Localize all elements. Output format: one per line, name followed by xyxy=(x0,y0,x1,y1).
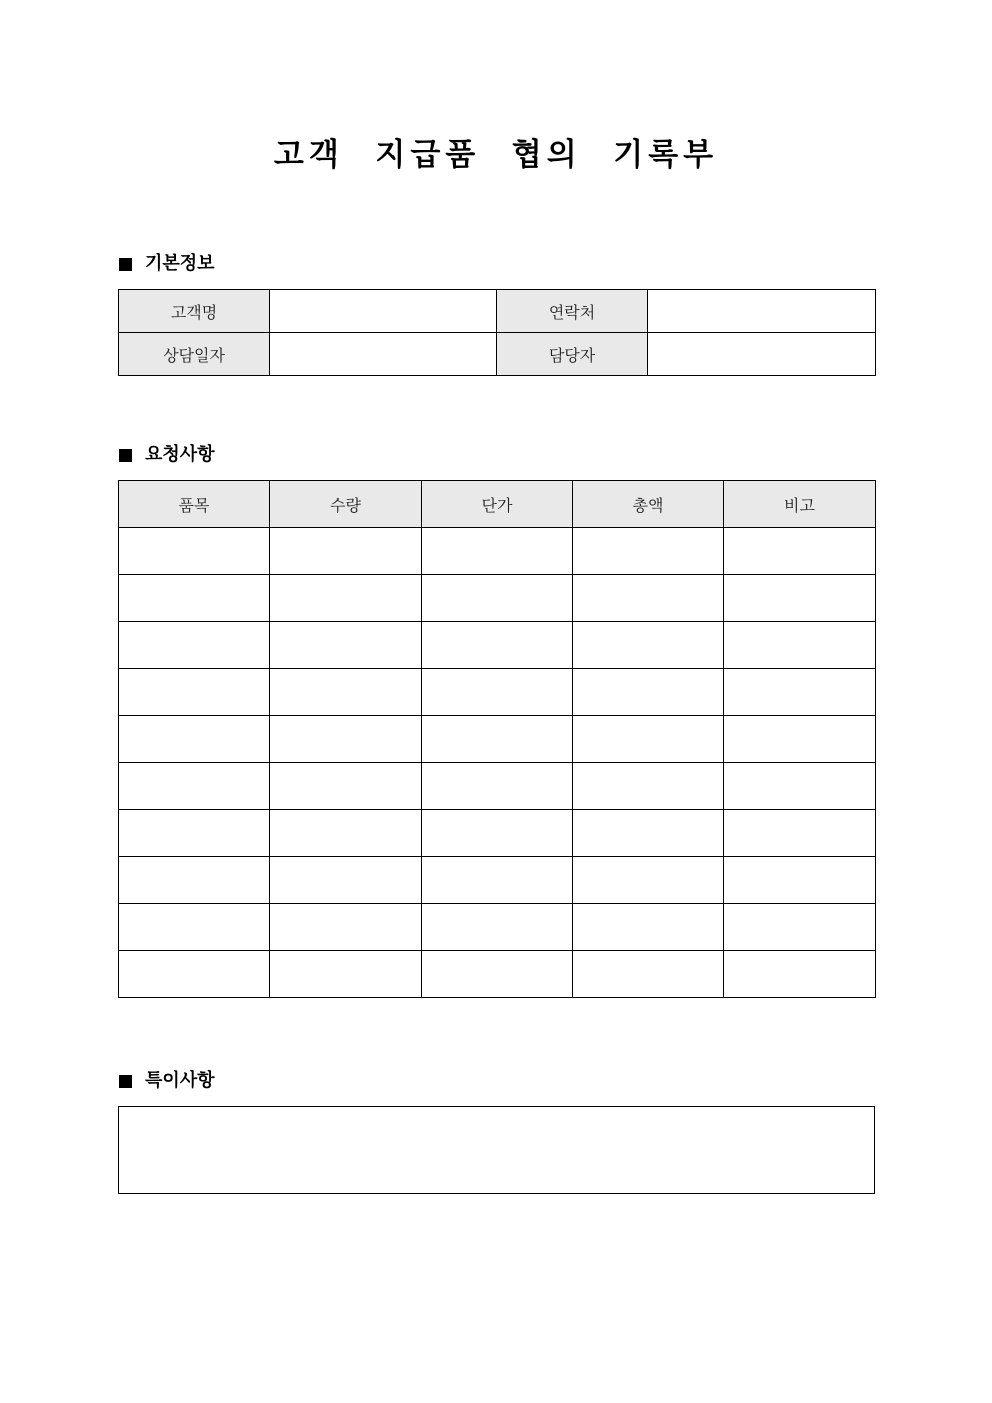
total-cell[interactable] xyxy=(573,810,724,857)
quantity-cell[interactable] xyxy=(270,763,422,810)
total-cell[interactable] xyxy=(573,528,724,575)
unit-price-cell[interactable] xyxy=(422,857,573,904)
requests-heading xyxy=(119,443,215,467)
basic-info-heading-text: 기본정보 xyxy=(145,253,215,274)
table-row xyxy=(119,810,876,857)
quantity-cell[interactable] xyxy=(270,622,422,669)
remarks-cell[interactable] xyxy=(724,904,876,951)
table-row xyxy=(119,669,876,716)
customer-name-field[interactable] xyxy=(270,290,497,333)
total-cell[interactable] xyxy=(573,669,724,716)
remarks-cell[interactable] xyxy=(724,951,876,998)
total-cell[interactable] xyxy=(573,951,724,998)
remarks-cell[interactable] xyxy=(724,763,876,810)
item-cell[interactable] xyxy=(119,716,270,763)
table-row xyxy=(119,528,876,575)
table-row xyxy=(119,290,876,333)
document-title: 고객 지급품 협의 기록부 xyxy=(273,137,719,173)
table-row xyxy=(119,857,876,904)
unit-price-cell[interactable] xyxy=(422,528,573,575)
remarks-cell[interactable] xyxy=(724,575,876,622)
column-header-item: 품목 xyxy=(119,481,270,528)
quantity-cell[interactable] xyxy=(270,904,422,951)
manager-field[interactable] xyxy=(648,333,876,376)
table-row xyxy=(119,622,876,669)
remarks-cell[interactable] xyxy=(724,528,876,575)
item-cell[interactable] xyxy=(119,763,270,810)
unit-price-cell[interactable] xyxy=(422,951,573,998)
notes-heading xyxy=(119,1069,215,1093)
remarks-cell[interactable] xyxy=(724,622,876,669)
consult-date-field[interactable] xyxy=(270,333,497,376)
item-cell[interactable] xyxy=(119,857,270,904)
column-header-total: 총액 xyxy=(573,481,724,528)
square-bullet-icon xyxy=(119,1075,132,1088)
table-row xyxy=(119,904,876,951)
total-cell[interactable] xyxy=(573,716,724,763)
item-cell[interactable] xyxy=(119,951,270,998)
table-row xyxy=(119,951,876,998)
square-bullet-icon xyxy=(119,258,132,271)
remarks-cell[interactable] xyxy=(724,669,876,716)
item-cell[interactable] xyxy=(119,528,270,575)
item-cell[interactable] xyxy=(119,810,270,857)
notes-field[interactable] xyxy=(118,1106,875,1194)
column-header-unit-price: 단가 xyxy=(422,481,573,528)
item-cell[interactable] xyxy=(119,622,270,669)
quantity-cell[interactable] xyxy=(270,951,422,998)
total-cell[interactable] xyxy=(573,763,724,810)
notes-heading-text: 특이사항 xyxy=(145,1070,215,1091)
total-cell[interactable] xyxy=(573,622,724,669)
unit-price-cell[interactable] xyxy=(422,716,573,763)
table-header-row xyxy=(119,481,876,528)
quantity-cell[interactable] xyxy=(270,528,422,575)
contact-field[interactable] xyxy=(648,290,876,333)
remarks-cell[interactable] xyxy=(724,857,876,904)
item-cell[interactable] xyxy=(119,669,270,716)
basic-info-table xyxy=(118,289,876,376)
table-row xyxy=(119,575,876,622)
table-row xyxy=(119,763,876,810)
requests-table xyxy=(118,480,876,998)
quantity-cell[interactable] xyxy=(270,857,422,904)
remarks-cell[interactable] xyxy=(724,716,876,763)
square-bullet-icon xyxy=(119,449,132,462)
unit-price-cell[interactable] xyxy=(422,904,573,951)
manager-label: 담당자 xyxy=(497,333,648,376)
requests-heading-text: 요청사항 xyxy=(145,444,215,465)
column-header-remarks: 비고 xyxy=(724,481,876,528)
quantity-cell[interactable] xyxy=(270,575,422,622)
unit-price-cell[interactable] xyxy=(422,810,573,857)
total-cell[interactable] xyxy=(573,857,724,904)
basic-info-heading xyxy=(119,252,215,276)
column-header-quantity: 수량 xyxy=(270,481,422,528)
unit-price-cell[interactable] xyxy=(422,622,573,669)
customer-name-label: 고객명 xyxy=(119,290,270,333)
total-cell[interactable] xyxy=(573,575,724,622)
unit-price-cell[interactable] xyxy=(422,669,573,716)
table-row xyxy=(119,716,876,763)
quantity-cell[interactable] xyxy=(270,669,422,716)
contact-label: 연락처 xyxy=(497,290,648,333)
table-row xyxy=(119,333,876,376)
item-cell[interactable] xyxy=(119,575,270,622)
unit-price-cell[interactable] xyxy=(422,763,573,810)
unit-price-cell[interactable] xyxy=(422,575,573,622)
item-cell[interactable] xyxy=(119,904,270,951)
quantity-cell[interactable] xyxy=(270,810,422,857)
quantity-cell[interactable] xyxy=(270,716,422,763)
total-cell[interactable] xyxy=(573,904,724,951)
remarks-cell[interactable] xyxy=(724,810,876,857)
consult-date-label: 상담일자 xyxy=(119,333,270,376)
